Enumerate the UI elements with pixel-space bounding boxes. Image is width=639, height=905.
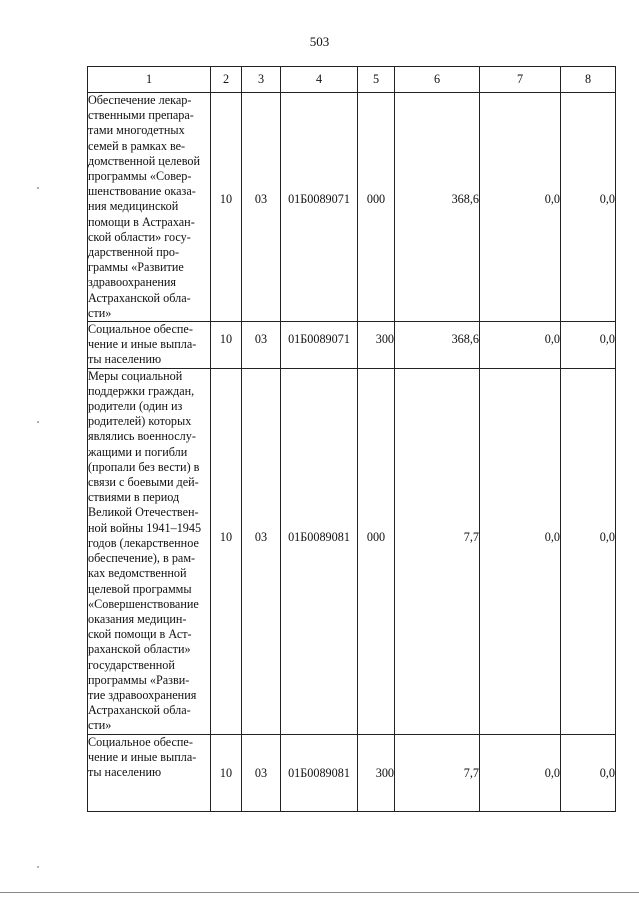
section-cell: 10 — [219, 765, 233, 780]
column-header: 8 — [561, 67, 616, 93]
item-name-line: ты населению — [88, 764, 162, 779]
section-cell: 10 — [219, 192, 233, 206]
scan-speck — [37, 187, 39, 189]
amount-1-cell: 368,6 — [451, 332, 479, 347]
section-cell: 10 — [219, 529, 233, 544]
item-name-line: поддержки граждан, — [88, 383, 195, 398]
expense-type-cell: 300 — [375, 332, 394, 347]
item-name-cell — [88, 93, 211, 322]
section-cell: 10 — [219, 332, 233, 347]
item-name-line: целевой программы — [88, 581, 192, 596]
item-name-line: дарственной про- — [88, 245, 180, 260]
column-header: 6 — [395, 67, 480, 93]
column-header: 5 — [358, 67, 395, 93]
item-name-line: сти» — [88, 718, 112, 733]
item-name-line: родителей) которых — [88, 414, 192, 429]
item-name-line: являлись военнослу- — [88, 429, 196, 444]
table-row — [88, 322, 616, 369]
item-name-line: (пропали без вести) в — [88, 459, 200, 474]
item-name-line: чение и иные выпла- — [88, 337, 197, 352]
item-name-line: ния медицинской — [88, 199, 179, 214]
target-article-cell: 01Б0089071 — [288, 332, 350, 347]
subsection-cell: 03 — [254, 192, 268, 206]
item-name-line: ты населению — [88, 352, 162, 367]
item-name-cell — [88, 322, 211, 369]
item-name-line: Астраханской обла- — [88, 703, 191, 718]
item-name-line: ственными препара- — [88, 108, 194, 123]
column-header: 1 — [88, 67, 211, 93]
subsection-cell: 03 — [254, 332, 268, 347]
page-number: 503 — [309, 34, 330, 49]
table-row — [88, 368, 616, 734]
item-name-line: шенствование оказа- — [88, 184, 196, 199]
item-name-line: ствиями в период — [88, 490, 180, 505]
item-name-line: ской области» госу- — [88, 229, 191, 244]
item-name-line: государственной — [88, 657, 175, 672]
subsection-cell: 03 — [254, 529, 268, 544]
amount-3-cell: 0,0 — [599, 332, 615, 347]
scan-speck — [37, 421, 39, 423]
item-name-line: ках ведомственной — [88, 566, 187, 581]
amount-3-cell: 0,0 — [599, 765, 615, 780]
item-name-line: программы «Совер- — [88, 169, 192, 184]
item-name-line: домственной целевой — [88, 153, 201, 168]
item-name-line: жащими и погибли — [88, 444, 188, 459]
item-name-line: родители (один из — [88, 399, 183, 414]
column-header: 3 — [242, 67, 281, 93]
item-name-line: оказания медицин- — [88, 611, 187, 626]
target-article-cell: 01Б0089071 — [288, 192, 350, 206]
item-name-line: годов (лекарственное — [88, 535, 199, 550]
scan-speck — [37, 866, 39, 868]
item-name-line: ской помощи в Аст- — [88, 627, 192, 642]
item-name-line: семей в рамках ве- — [88, 138, 186, 153]
item-name-line: сти» — [88, 305, 112, 320]
item-name-line: тами многодетных — [88, 123, 185, 138]
amount-1-cell: 7,7 — [463, 529, 479, 544]
amount-1-cell: 7,7 — [463, 765, 479, 780]
column-number-row — [88, 67, 616, 93]
amount-2-cell: 0,0 — [544, 332, 560, 347]
item-name-line: тие здравоохранения — [88, 687, 197, 702]
item-name-line: чение и иные выпла- — [88, 749, 197, 764]
item-name-cell — [88, 734, 211, 811]
amount-2-cell: 0,0 — [544, 529, 560, 544]
item-name-line: Социальное обеспе- — [88, 734, 193, 749]
table-row — [88, 93, 616, 322]
item-name-line: помощи в Астрахан- — [88, 214, 195, 229]
bottom-rule — [0, 892, 639, 893]
item-name-line: граммы «Развитие — [88, 260, 184, 275]
target-article-cell: 01Б0089081 — [288, 529, 350, 544]
item-name-cell — [88, 368, 211, 734]
amount-3-cell: 0,0 — [599, 529, 615, 544]
item-name-line: ной войны 1941–1945 — [88, 520, 202, 535]
item-name-line: Обеспечение лекар- — [88, 93, 192, 107]
expense-type-cell: 000 — [366, 529, 386, 544]
item-name-line: Астраханской обла- — [88, 290, 191, 305]
item-name-line: программы «Разви- — [88, 672, 190, 687]
item-name-line: Социальное обеспе- — [88, 322, 193, 337]
amount-3-cell: 0,0 — [599, 192, 615, 206]
expense-type-cell: 000 — [366, 192, 386, 206]
amount-1-cell: 368,6 — [451, 192, 479, 206]
column-header: 7 — [480, 67, 561, 93]
item-name-line: «Совершенствование — [88, 596, 199, 611]
item-name-line: связи с боевыми дей- — [88, 475, 199, 490]
item-name-line: раханской области» — [88, 642, 191, 657]
column-header: 4 — [281, 67, 358, 93]
item-name-line: Великой Отечествен- — [88, 505, 199, 520]
table-row — [88, 734, 616, 811]
budget-table — [87, 66, 616, 812]
amount-2-cell: 0,0 — [544, 765, 560, 780]
item-name-line: обеспечение), в рам- — [88, 551, 196, 566]
column-header: 2 — [211, 67, 242, 93]
subsection-cell: 03 — [254, 765, 268, 780]
item-name-line: здравоохранения — [88, 275, 177, 290]
item-name-line: Меры социальной — [88, 368, 183, 383]
expense-type-cell: 300 — [375, 765, 394, 780]
target-article-cell: 01Б0089081 — [288, 765, 350, 780]
amount-2-cell: 0,0 — [544, 192, 560, 206]
